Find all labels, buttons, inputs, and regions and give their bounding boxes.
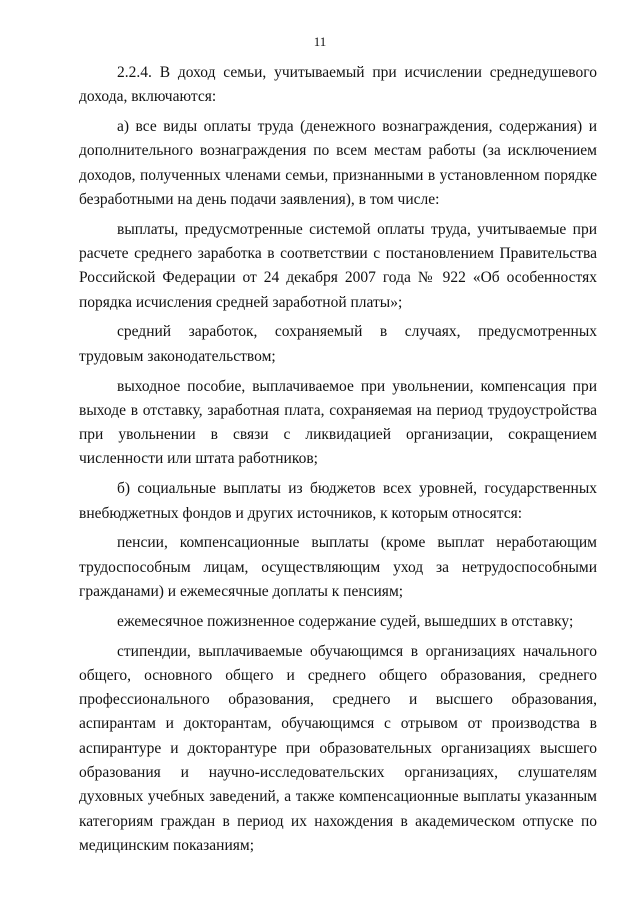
paragraph-pay-system-payments: выплаты, предусмотренные системой оплаты труда, учитываемые при расчете среднего заработка в соответствии с постановлением Правительства Российской Федерации от 24 декабря 2007 года № 922 «Об особенностях порядка исчисления средней заработной платы»; bbox=[79, 220, 597, 311]
paragraph-b-social-payments: б) социальные выплаты из бюджетов всех уровней, государственных внебюджетных фондов и других источников, к которым относятся: bbox=[79, 480, 597, 522]
document-body bbox=[79, 61, 597, 858]
paragraph-pensions: пенсии, компенсационные выплаты (кроме выплат неработающим трудоспособным лицам, осуществляющим уход за нетрудоспособными гражданами) и ежемесячные доплаты к пенсиям; bbox=[79, 534, 597, 600]
paragraph-scholarships: стипендии, выплачиваемые обучающимся в организациях начального общего, основного общего и среднего общего образования, среднего профессионального образования, среднего и высшего образования, аспирантам и докторантам, обучающимся с отрывом от производства в аспирантуре и докторантуре при образовательных организациях высшего образования и научно-исследовательских организациях, слушателям духовных учебных заведений, а также компенсационные выплаты указанным категориям граждан в период их нахождения в академическом отпуске по медицинским показаниям; bbox=[79, 642, 597, 854]
paragraph-average-earnings: средний заработок, сохраняемый в случаях, предусмотренных трудовым законодательством; bbox=[79, 323, 597, 365]
page-number: 11 bbox=[313, 34, 327, 49]
paragraph-a-wages: а) все виды оплаты труда (денежного вознаграждения, содержания) и дополнительного вознаграждения по всем местам работы (за исключением доходов, полученных членами семьи, признанными в установленном порядке безработными на день подачи заявления), в том числе: bbox=[79, 118, 597, 208]
paragraph-judges-allowance: ежемесячное пожизненное содержание судей, вышедших в отставку; bbox=[117, 612, 574, 630]
paragraph-2-2-4: 2.2.4. В доход семьи, учитываемый при исчислении среднедушевого дохода, включаются: bbox=[79, 64, 597, 106]
paragraph-severance-pay: выходное пособие, выплачиваемое при увольнении, компенсация при выходе в отставку, заработная плата, сохраняемая на период трудоустройства при увольнении в связи с ликвидацией организации, сокращением численности или штата работников; bbox=[79, 377, 597, 468]
